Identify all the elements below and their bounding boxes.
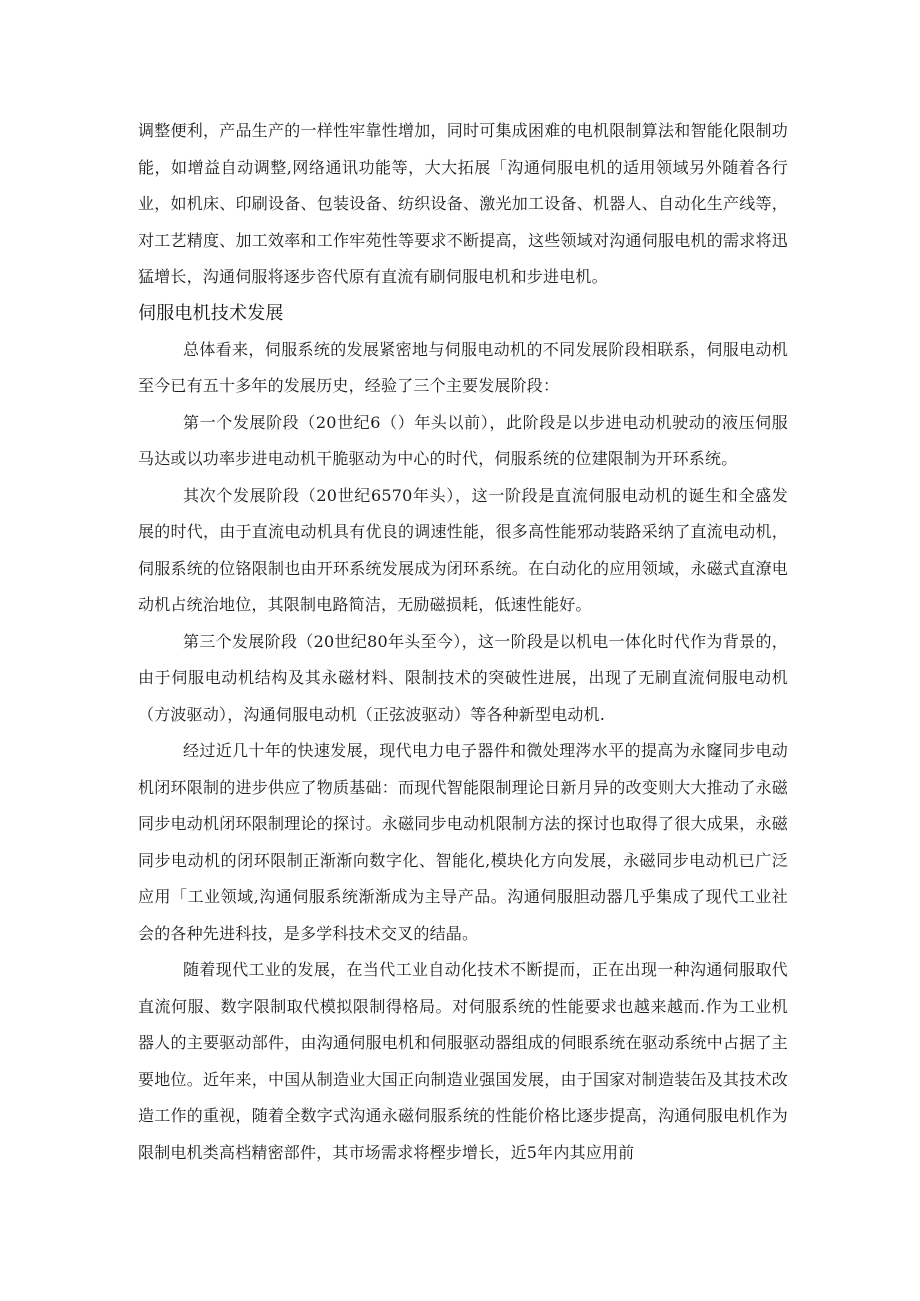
section-heading: 伺服电机技术发展 — [138, 302, 284, 324]
paragraph-recent-progress: 经过近几十年的快速发展，现代电力电子器件和微处理涔水平的提高为永窿同步电动机闭环限制的进步供应了物质基础：而现代智能限制理论日新月异的改变则大大推动了永磁同步电动机闭环限制理论的探讨。永磁同步电动机限制方法的探讨也取得了很大成果，永磁同步电动机的闭环限制正渐渐向数字化、智能化,模块化方向发展，永磁同步电动机已广泛应用「工业领域,沟通伺服系统渐渐成为主导产品。沟通伺服胆动器几乎集成了现代工业社会的各种先进科技，是多学科技术交叉的结晶。 — [138, 741, 788, 943]
paragraph-stage-three: 第三个发展阶段（20世纪80年头至今），这一阶段是以机电一体化时代作为背景的，由于伺服电动机结构及其永磁材料、限制技术的突破性进展，出现了无刷直流伺服电动机（方波驱动），沟通伺服电动机（正弦波驱动）等各种新型电动机. — [138, 631, 788, 724]
paragraph-overview: 总体看来，伺服系统的发展紧密地与伺服电动机的不同发展阶段相联系，伺服电动机至今已有五十多年的发展历史，经验了三个主要发展阶段： — [138, 339, 788, 395]
intro-paragraph: 调整便利，产品生产的一样性牢靠性增加，同时可集成困难的电机限制算法和智能化限制功能，如增益自动调整,网络通讯功能等，大大拓展「沟通伺服电机的适用领域另外随着各行业，如机床、印刷设备、包装设备、纺织设备、激光加工设备、机器人、自动化生产线等，对工艺精度、加工效率和工作牢苑性等要求不断提高，这些领域对沟通伺服电机的需求将迅猛增长，沟通伺服将逐步咨代原有直流有刷伺服电机和步进电机。 — [138, 121, 788, 286]
paragraph-stage-two: 其次个发展阶段（20世纪6570年头），这一阶段是直流伺服电动机的诞生和全盛发展的时代，由于直流电动机具有优良的调速性能，很多高性能邪动装路采纳了直流电动机，伺服系统的位铬限制也由开环系统发展成为闭环系统。在白动化的应用领域，永磁式直潦电动机占统治地位，其限制电路简洁，无励磁损耗，低速性能好。 — [138, 485, 788, 614]
paragraph-market-outlook: 随着现代工业的发展，在当代工业自动化技术不断提而，正在出现一种沟通伺服取代直流何服、数字限制取代模拟限制得格局。对伺服系统的性能要求也越来越而.作为工业机器人的主要驱动部件，由沟通伺服电机和伺服驱动器组成的伺眼系统在驱动系统中占据了主要地位。近年来，中国从制造业大国正向制造业强国发展，由于国家对制造装缶及其技术改造工作的重视，随着全数字式沟通永磁伺服系统的性能价格比逐步提高，沟通伺服电机作为限制电机类高档精密部件，其市场需求将樫步增长，近5年内其应用前 — [138, 960, 788, 1162]
document-body — [138, 113, 788, 1171]
paragraph-stage-one: 第一个发展阶段（20世纪6（）年头以前），此阶段是以步进电动机驶动的液压伺服马达或以功率步进电动机干脆驱动为中心的时代，伺服系统的位建限制为开环系统。 — [138, 412, 788, 468]
